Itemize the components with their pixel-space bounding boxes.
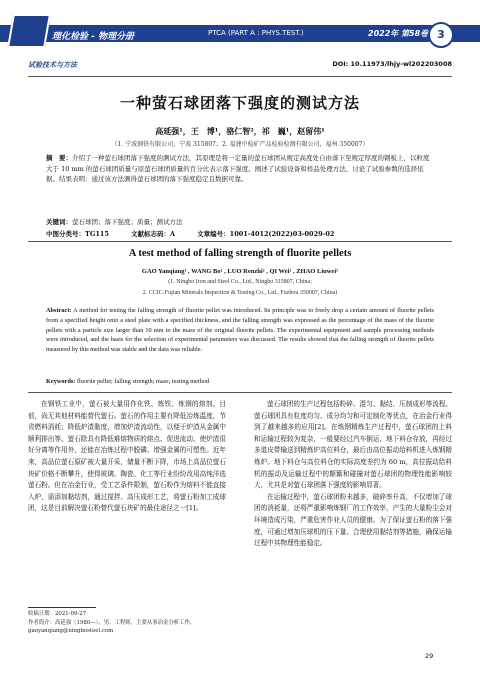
journal-name: PTCA (PART A : PHYS.TEST.) [208, 29, 304, 37]
keywords-english [46, 378, 434, 385]
affiliation-chinese: （1. 宁波钢铁有限公司，宁波 315807；2. 福建中检矿产品检验检测有限公司，福州 350007） [111, 141, 369, 148]
section-row [28, 60, 452, 74]
abstract-label: Abstract: [46, 307, 72, 314]
authors-chinese: 高延强¹，王 博¹，骆仁智²，祁 巍¹，赵留伟¹ [155, 126, 325, 136]
footnote-author: 作者简介：高延强（1980—），男，工程师，主要从事冶金分析工作，gaoyanqiang@ningbosteel.com [28, 620, 196, 634]
divider [28, 76, 452, 77]
keywords-chinese [46, 217, 434, 226]
section-label: 试验技术与方法 [28, 61, 77, 69]
title-english: A test method of falling strength of fluorite pellets [128, 248, 352, 259]
affiliation-english-1: (1. Ningbo Iron and Steel Co., Ltd., Ningbo 315807, China; [168, 279, 312, 285]
classification-row [46, 229, 434, 238]
affiliation-english-2: 2. CCIC-Fujian Minerals Inspection & Testing Co., Ltd., Fuzhou 350007, China) [142, 290, 338, 296]
body-paragraph: 在运输过程中，萤石球团粉末越多，破碎率升高，不仅增加了球团的消耗量，还将严重影响炼钢厂的工作效率，产生的大量粉尘会对环境造成污染，严重危害作业人员的健康。为了保证萤石粉的落下强度，可通过增加压球机的压下量、合理使用黏结剂等措施，确保运输过程中其物理性能稳定。 [254, 492, 452, 548]
abstract-label: 摘 要： [46, 154, 72, 162]
abstract-chinese [46, 153, 434, 185]
body-paragraph: 在钢铁工业中，萤石被大量用作化铁、炼铁、炼钢的熔剂。目前，尚无其他材料能替代萤石。萤石的作用主要有降低冶炼温度，节省燃料消耗；降低炉渣黏度，增加炉渣流动性，以便于炉渣从金属中顺利排出等。萤石除具有降低难熔物质的熔点、促进流动、使炉渣很好分离等作用外，还能在冶炼过程中脱磷、增强金属的可塑性。近年来，高品位萤石原矿被大量开采，储量不断下降，市场上高品位萤石块矿价格不断攀升，使得玻璃、陶瓷、化工等行业纷纷改用高纯洋选萤石粉。但在冶金行业，受工艺条件限制，萤石粉作为熔料不能直接入炉，需添加黏结剂，通过搅拌、高压成形工艺，将萤石粉加工成球团，这是目前解决萤石粉替代萤石块矿的最佳途径之一[1]。 [28, 400, 226, 513]
keywords-text: fluorite pellet; falling strength; mass; testing method [75, 378, 210, 385]
title-chinese: 一种萤石球团落下强度的测试方法 [119, 94, 360, 112]
abstract-text: A method for testing the falling strength of fluorite pellet was introduced. Its principle was to freely drop a certain amount of fluorite pellets from a specified height onto a steel plate with a specified thickness, and the falling strength was expressed as the percentage of the mass of the fluorite pellets with a particle size larger than 10 mm to the mass of the original fluorite pellets. The experimental equipment and sample processing methods were introduced, and the basis for the selection of experimental parameters was discussed. The results showed that the falling strength of fluorite pellets measured by this method was stable and the data was reliable. [46, 307, 434, 354]
doi: DOI: 10.11973/lhjy-wl202203008 [332, 60, 452, 68]
journal-logo-text: 理化检验 - 物理分册 [52, 32, 135, 42]
body-paragraph: 萤石球团的生产过程包括粉碎、混匀、黏结、压制成形等流程。萤石球团具有粒度均匀、成分均匀和可定制化等优点，在冶金行业得到了越来越多的应用[2]。在炼钢精炼生产过程中，萤石球团的上料和运输过程较为复杂，一般要经过汽车倒运、地下料仓存放，再经过多道皮带输送到精炼炉高位料仓，最后由高位振动给料机进入炼钢精炼炉。地下料仓与高位料仓的实际高度差约为 60 m，高位振动给料机的振动及运输过程中的颠簸和碰撞对萤石球团的物理性能影响较大，尤其是对萤石球团落下强度的影响显著。 [254, 400, 452, 490]
issue-number-badge: 3 [428, 22, 454, 48]
authors-english: GAO Yanqiang¹ , WANG Bo¹ , LUO Renzhi² , QI Wei¹ , ZHAO Liuwei¹ [141, 268, 339, 275]
journal-logo-icon [7, 14, 51, 48]
abstract-text: 介绍了一种萤石球团落下强度的测试方法，其原理是将一定量的萤石球团从规定高度处自由落下至规定厚度的钢板上，以粒度大于 10 mm 的萤石球团质量与原萤石球团质量的百分比表示落下强度。阐述了试验设备和样品处理方法，讨论了试验参数的选择依据。结果表明：通过该方法测得萤石球团的落下强度稳定且数据可靠。 [46, 154, 430, 183]
article-number: 文章编号：1001-4012(2022)03-0029-02 [197, 230, 335, 238]
document-code: 文献标志码：A [131, 230, 176, 238]
divider [28, 241, 452, 242]
body-right-column [254, 399, 452, 550]
page-number: 29 [425, 652, 434, 660]
keywords-label: 关键词： [46, 218, 72, 226]
issue-info: 2022年 第58卷 [368, 29, 429, 38]
footnote-received: 收稿日期：2021-09-27 [28, 611, 87, 617]
divider [28, 392, 452, 393]
keywords-label: Keywords: [46, 378, 76, 385]
journal-header [0, 0, 480, 58]
clc-number: 中图分类号：TG115 [46, 230, 109, 238]
keywords-text: 萤石球团；落下强度；质量；测试方法 [72, 218, 183, 226]
footnote-rule [28, 607, 96, 608]
abstract-english [46, 306, 434, 355]
